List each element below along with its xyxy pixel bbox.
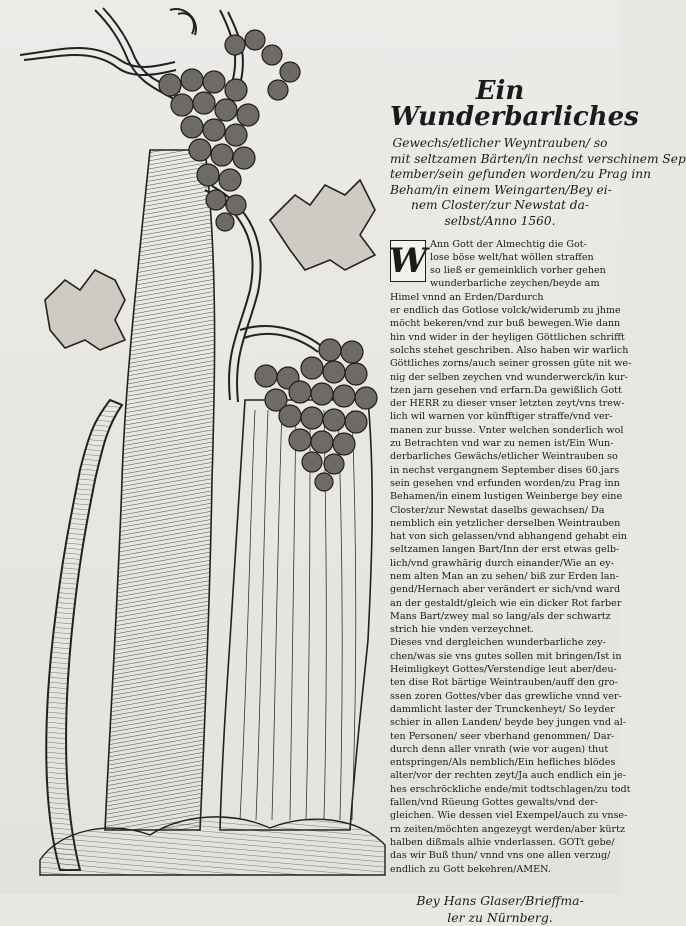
body-line: Ann Gott der Almechtig die Got-: [430, 238, 587, 250]
body-line: alter/vor der rechten zeyt/Ja auch endlich ein je-: [390, 770, 626, 782]
body-line: Dieses vnd dergleichen wunderbarliche zey-: [390, 637, 606, 649]
body-line: halben dißmals alhie vnderlassen. GOTt gebe/: [390, 836, 615, 848]
body-line: an der gestaldt/gleich wie ein dicker Rot farber: [390, 597, 622, 609]
body-line: gleichen. Wie dessen viel Exempel/auch zu vnse-: [390, 810, 628, 822]
subtitle-line: nem Closter/zur Newstat da-: [410, 198, 589, 213]
body-line: Mans Bart/zwey mal so lang/als der schwartz: [390, 610, 611, 622]
body-line: nig der selben zeychen vnd wunderwerck/in kur-: [390, 371, 628, 383]
page-title: Ein Wunderbarliches: [390, 76, 639, 132]
subtitle-line: mit seltzamen Bärten/in nechst verschinem Sep: [390, 151, 686, 166]
body-line: Himel vnnd an Erden/Dardurch: [390, 291, 544, 303]
body-line: der HERR zu dieser vnser letzten zeyt/vns trew-: [390, 398, 625, 410]
colophon-line: Bey Hans Glaser/Brieffma-: [416, 892, 584, 908]
body-line: er endlich das Gotlose volck/widerumb zu jhme: [390, 305, 621, 317]
body-line: derbarliches Gewächs/etlicher Weintrauben so: [390, 451, 618, 463]
subtitle-line: Gewechs/etlicher Weyntrauben/ so: [392, 136, 608, 150]
subtitle-line: selbst/Anno 1560.: [444, 213, 556, 228]
text-column: [388, 76, 686, 926]
body-line: zu Betrachten vnd war zu nemen ist/Ein Wun-: [390, 438, 614, 450]
body-line: hin vnd wider in der heyligen Göttlichen schrifft: [390, 331, 625, 343]
body-line: dammlicht laster der Trunckenheyt/ So leyder: [390, 703, 615, 715]
subtitle: [390, 136, 686, 230]
body-line: durch denn aller vnrath (wie vor augen) thut: [390, 743, 609, 755]
body-line: chen/was sie vns gutes sollen mit bringen/Ist in: [390, 650, 622, 662]
body-line: nemblich ein yetzlicher derselben Weintrauben: [390, 517, 621, 529]
body-line: Göttliches zorns/auch seiner grossen güte nit we-: [390, 358, 632, 370]
main-beard: [105, 150, 215, 830]
body-line: endlich zu Gott bekehren/AMEN.: [390, 863, 551, 875]
ground-mound: [40, 817, 385, 875]
body-line: in nechst vergangnem September dises 60.jars: [390, 464, 620, 476]
body-line: strich hie vnden verzeychnet.: [390, 624, 534, 636]
body-line: Heimligkeyt Gottes/Verstendige leut aber/deu-: [390, 664, 617, 676]
body-text: [388, 238, 632, 876]
body-line: nem alten Man an zu sehen/ biß zur Erden lan-: [390, 570, 619, 582]
body-line: rn zeiten/möchten angezeygt werden/aber kürtz: [390, 823, 626, 835]
subtitle-line: Beham/in einem Weingarten/Bey ei-: [390, 182, 612, 197]
body-line: so ließ er gemeinklich vorher gehen: [430, 265, 606, 277]
grape-cluster-lower: [255, 339, 377, 491]
body-line: manen zur busse. Vnter welchen sonderlich wol: [390, 424, 624, 436]
printer-colophon: [390, 892, 610, 926]
second-beard: [220, 400, 372, 830]
body-line: wunderbarliche zeychen/beyde am: [430, 278, 600, 290]
decorated-initial: [390, 240, 426, 282]
body-line: das wir Buß thun/ vnnd vns one allen verzug/: [390, 850, 611, 862]
initial-letter: W: [388, 240, 428, 281]
body-line: lose böse welt/hat wöllen straffen: [430, 251, 594, 263]
body-line: hes erschröckliche ende/mit todtschlagen/zu todt: [390, 783, 631, 795]
body-line: hat von sich gelassen/vnd abhangend gehabt ein: [390, 531, 627, 543]
body-line: entspringen/Als nemblich/Ein hefliches blödes: [390, 757, 616, 769]
body-line: Closter/zur Newstat daselbs gewachsen/ Da: [390, 504, 605, 516]
body-line: seltzamen langen Bart/Inn der erst etwas gelb-: [390, 544, 620, 556]
body-line: schier in allen Landen/ beyde bey jungen vnd al-: [390, 717, 627, 729]
colophon-line: ler zu Nürnberg.: [447, 909, 553, 925]
body-line: tzen jarn gesehen vnd erfarn.Da gewißlich Gott: [390, 384, 622, 396]
body-line: fallen/vnd Rüeung Gottes gewalts/vnd der-: [390, 797, 598, 809]
body-line: ssen zoren Gottes/vber das grewliche vnnd ver-: [390, 690, 622, 702]
body-line: ten Personen/ seer vberhand genommen/ Dar-: [390, 730, 615, 742]
body-line: Behamen/in einem lustigen Weinberge bey eine: [390, 491, 623, 503]
body-line: gend/Hernach aber verändert er sich/vnd ward: [390, 584, 621, 596]
body-line: lich wil warnen vor künfftiger straffe/vnd ver-: [390, 411, 613, 423]
body-line: solchs stehet geschriben. Also haben wir warlich: [390, 344, 629, 356]
body-line: ten dise Rot bärtige Weintrauben/auff den gro-: [390, 677, 618, 689]
subtitle-line: tember/sein gefunden worden/zu Prag inn: [390, 167, 651, 182]
body-line: sein gesehen vnd erfunden worden/zu Prag inn: [390, 477, 620, 489]
body-line: lich/vnd grawhärig durch einander/Wie an ey-: [390, 557, 614, 569]
body-line: möcht bekeren/vnd zur buß bewegen.Wie dann: [390, 318, 621, 330]
